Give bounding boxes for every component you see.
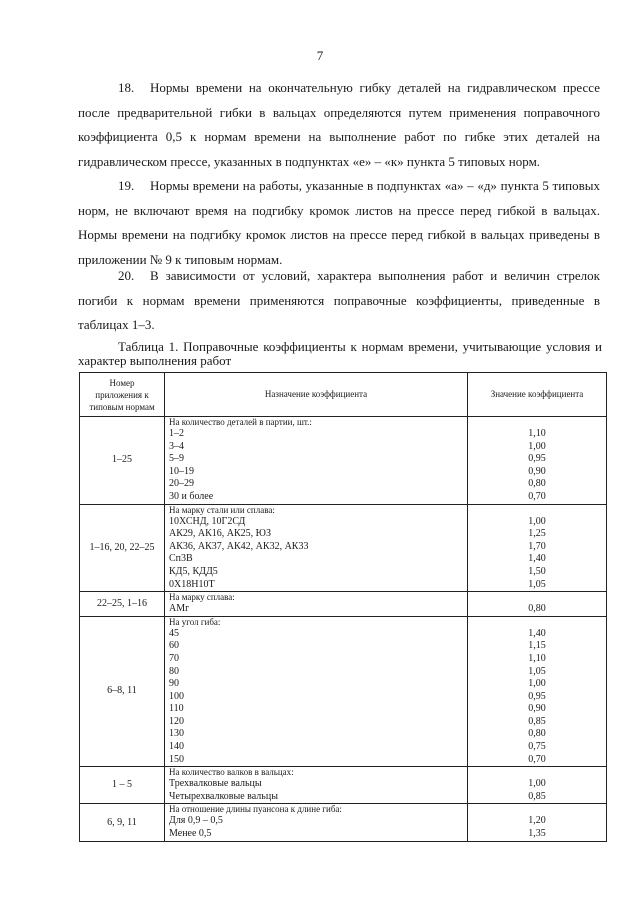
coefficient-value: 0,70	[528, 490, 546, 502]
group-title: На марку сплава:	[169, 592, 235, 603]
table-row	[80, 592, 607, 617]
coefficient-value: 1,00	[528, 778, 546, 790]
coefficient-condition: Для 0,9 – 0,5	[169, 815, 223, 827]
coefficient-condition: 80	[169, 665, 179, 677]
coefficient-value: 0,90	[528, 703, 546, 715]
table-row	[80, 804, 607, 841]
coefficient-condition: 70	[169, 652, 179, 664]
purpose-cell	[165, 592, 468, 617]
paragraph-text: В зависимости от условий, характера выполнения работ и величин стрелок погиби к нормам времени применяются поправочные коэффициенты, приведенные в таблицах 1–3.	[78, 268, 600, 332]
coefficient-value: 0,80	[528, 728, 546, 740]
paragraph-20	[78, 264, 600, 338]
coefficient-value: 1,40	[528, 553, 546, 565]
header-purpose: Назначение коэффициента	[165, 373, 468, 417]
purpose-cell	[165, 417, 468, 505]
coefficient-condition: 100	[169, 690, 184, 702]
coefficient-condition: АМг	[169, 603, 190, 615]
paragraph-text: Нормы времени на работы, указанные в подпунктах «а» – «д» пункта 5 типовых норм, не включают время на подгибку кромок листов на прессе перед гибкой в вальцах. Нормы времени на подгибку кромок листов на прессе перед гибкой в вальцах приведены в приложении № 9 к типовым нормам.	[78, 178, 600, 267]
coefficient-value: 1,15	[528, 640, 546, 652]
coefficient-condition: 140	[169, 741, 184, 753]
coefficient-value: 1,35	[528, 828, 546, 840]
table-row	[80, 767, 607, 804]
purpose-cell	[165, 804, 468, 841]
coefficient-condition: 90	[169, 678, 179, 690]
group-title: На количество деталей в партии, шт.:	[169, 417, 312, 427]
coefficient-condition: 10ХСНД, 10Г2СД	[169, 515, 246, 527]
coefficient-condition: 60	[169, 640, 179, 652]
coefficient-condition: 110	[169, 703, 184, 715]
purpose-cell	[165, 504, 468, 592]
paragraph-19	[78, 174, 600, 272]
purpose-cell	[165, 767, 468, 804]
coefficient-condition: АК29, АК16, АК25, ЮЗ	[169, 528, 271, 540]
coefficient-value: 1,20	[528, 815, 546, 827]
coefficient-value: 1,00	[528, 440, 546, 452]
appendix-cell: 1–25	[80, 417, 165, 505]
coefficient-value: 0,95	[528, 690, 546, 702]
group-title: На отношение длины пуансона к длине гиба:	[169, 804, 342, 815]
coefficient-condition: Сп3В	[169, 553, 193, 565]
coefficient-value: 0,80	[528, 603, 546, 615]
group-title: На количество валков в вальцах:	[169, 767, 294, 778]
coefficient-value: 1,50	[528, 565, 546, 577]
group-title: На угол гиба:	[169, 616, 221, 627]
coefficient-value: 0,85	[528, 715, 546, 727]
coefficient-condition: АК36, АК37, АК42, АК32, АК33	[169, 540, 309, 552]
value-cell	[468, 417, 607, 505]
table-body	[80, 417, 607, 842]
coefficient-value: 0,80	[528, 478, 546, 490]
purpose-cell	[165, 616, 468, 767]
value-cell	[468, 592, 607, 617]
coefficient-value: 0,85	[528, 790, 546, 802]
coefficient-condition: 130	[169, 728, 184, 740]
coefficients-table	[79, 372, 607, 842]
coefficient-value: 0,90	[528, 465, 546, 477]
coefficient-condition: 30 и более	[169, 490, 214, 502]
table-row	[80, 417, 607, 505]
paragraph-text: Нормы времени на окончательную гибку деталей на гидравлическом прессе после предварительной гибки в вальцах определяются путем применения поправочного коэффициента 0,5 к нормам времени на выполнение работ по гибке этих деталей на гидравлическом прессе, указанных в подпунктах «е» – «к» пункта 5 типовых норм.	[78, 80, 600, 169]
appendix-cell: 6–8, 11	[80, 616, 165, 767]
value-cell	[468, 804, 607, 841]
coefficient-value: 1,10	[528, 428, 546, 439]
appendix-cell: 6, 9, 11	[80, 804, 165, 841]
coefficient-value: 0,70	[528, 753, 546, 765]
coefficient-value: 1,25	[528, 528, 546, 540]
value-cell	[468, 504, 607, 592]
appendix-cell: 22–25, 1–16	[80, 592, 165, 617]
coefficient-condition: 5–9	[169, 453, 184, 465]
coefficient-condition: КД5, КДД5	[169, 565, 218, 577]
coefficient-value: 1,70	[528, 540, 546, 552]
coefficient-value: 1,00	[528, 515, 546, 527]
appendix-cell: 1–16, 20, 22–25	[80, 504, 165, 592]
paragraph-18	[78, 76, 600, 174]
value-cell	[468, 616, 607, 767]
coefficient-condition: Четырехвалковые вальцы	[169, 790, 278, 802]
coefficient-value: 1,40	[528, 627, 546, 639]
coefficient-condition: 150	[169, 753, 184, 765]
coefficient-value: 1,00	[528, 678, 546, 690]
appendix-cell: 1 – 5	[80, 767, 165, 804]
paragraph-number: 19.	[118, 178, 135, 193]
header-appendix-number: Номер приложения к типовым нормам	[80, 373, 165, 417]
coefficient-condition: 0Х18Н10Т	[169, 578, 215, 590]
coefficient-value: 1,05	[528, 665, 546, 677]
coefficient-condition: Трехвалковые вальцы	[169, 778, 262, 790]
coefficient-value: 0,75	[528, 741, 546, 753]
coefficient-value: 0,95	[528, 453, 546, 465]
coefficient-condition: 3–4	[169, 440, 184, 452]
coefficient-condition: Менее 0,5	[169, 828, 212, 840]
paragraph-number: 20.	[118, 268, 135, 283]
value-cell	[468, 767, 607, 804]
page-number: 7	[316, 48, 324, 63]
coefficient-condition: 10–19	[169, 465, 194, 477]
paragraph-number: 18.	[118, 80, 135, 95]
table-row	[80, 504, 607, 592]
coefficient-value: 1,05	[528, 578, 546, 590]
coefficient-condition: 45	[169, 627, 179, 639]
coefficient-condition: 20–29	[169, 478, 194, 490]
table-caption: Таблица 1. Поправочные коэффициенты к нормам времени, учитывающие условия и характер выполнения работ	[78, 339, 602, 368]
group-title: На марку стали или сплава:	[169, 504, 275, 515]
table-row	[80, 616, 607, 767]
header-value: Значение коэффициента	[468, 373, 607, 417]
coefficient-value: 1,10	[528, 652, 546, 664]
coefficient-condition: 1–2	[169, 428, 184, 439]
coefficient-condition: 120	[169, 715, 184, 727]
